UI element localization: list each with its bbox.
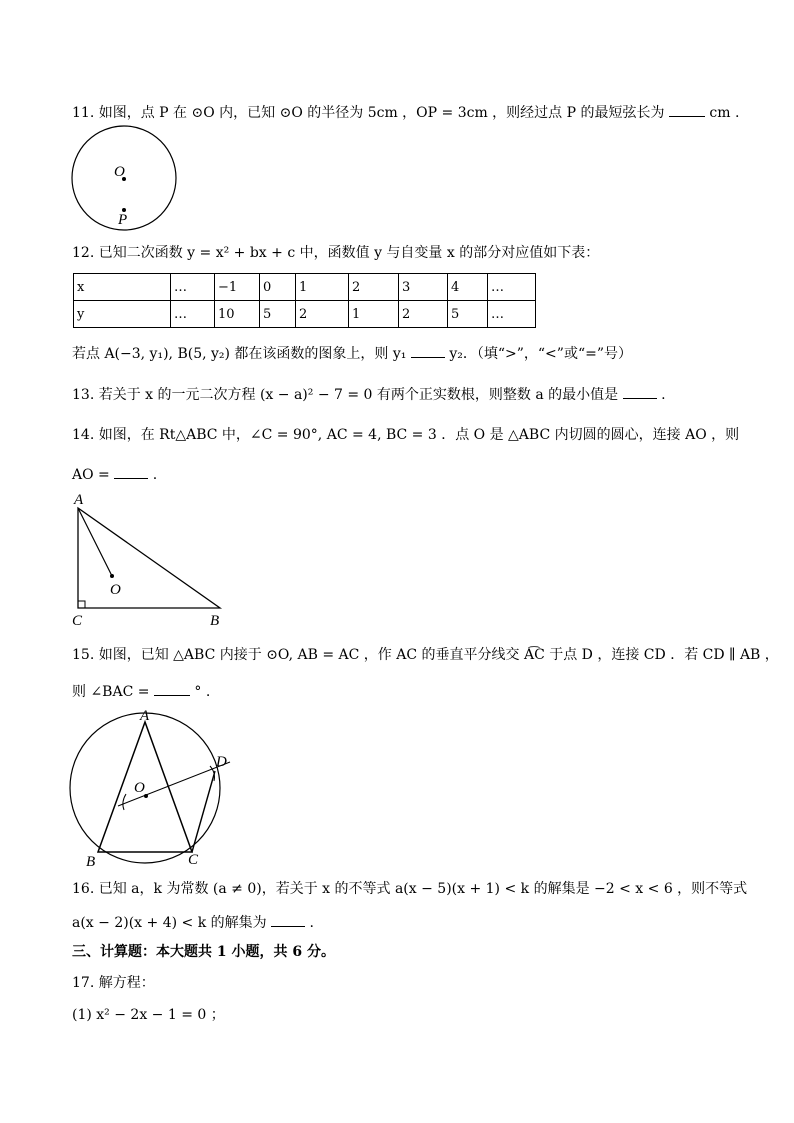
q15-label-a: A	[140, 708, 150, 724]
q16-answer-blank[interactable]	[271, 912, 305, 927]
q11-label-p: P	[118, 212, 128, 228]
table-cell: …	[171, 301, 215, 328]
q15-label-b: B	[86, 854, 96, 870]
q12-line	[72, 243, 599, 263]
q14-end: .	[152, 467, 158, 483]
q17-part1	[72, 1005, 225, 1025]
section3-title: 三、计算题：本大题共 1 小题，共 6 分。	[72, 944, 335, 960]
table-row	[74, 274, 536, 301]
q13-text: 13. 若关于 x 的一元二次方程 (x − a)² − 7 = 0 有两个正实数根，则整数 a 的最小值是	[72, 387, 619, 403]
q15-end: ° .	[194, 684, 211, 700]
q14-triangle-figure	[70, 490, 240, 630]
table-cell: y	[74, 301, 171, 328]
q12-line2	[72, 343, 632, 364]
q15-label-d: D	[216, 754, 227, 770]
q14-label-b: B	[210, 613, 220, 629]
q17-part1-text: (1) x² − 2x − 1 = 0 ；	[72, 1007, 225, 1023]
q12-value-table	[73, 273, 536, 328]
q15-circle-figure	[68, 706, 248, 870]
q15-triangle	[98, 722, 192, 852]
table-cell: 1	[296, 274, 349, 301]
table-cell: 1	[349, 301, 399, 328]
q14-line2-text: AO =	[72, 467, 110, 483]
q16-end: .	[309, 915, 314, 931]
table-cell: 2	[349, 274, 399, 301]
q13-answer-blank[interactable]	[623, 384, 657, 399]
q12-text: 12. 已知二次函数 y = x² + bx + c 中，函数值 y 与自变量 x 的部分对应值如下表：	[72, 245, 600, 261]
q14-triangle	[78, 508, 220, 608]
q13-end: .	[661, 387, 666, 403]
q14-line2	[72, 464, 157, 485]
q11-label-o: O	[114, 164, 125, 180]
q15-circle	[70, 713, 220, 863]
q16-line	[72, 879, 747, 899]
q13-line	[72, 384, 666, 405]
q16-line2-text: a(x − 2)(x + 4) < k 的解集为	[72, 915, 267, 931]
q12-line2-b: y₂．（填“>”，“<”或“=”号）	[449, 346, 632, 362]
q15-label-c: C	[188, 852, 199, 868]
q16-line2	[72, 912, 314, 933]
q15-answer-blank[interactable]	[154, 681, 190, 696]
q15-arc-mark-left	[123, 794, 126, 810]
q11-line	[72, 102, 739, 123]
q17-text: 17. 解方程：	[72, 975, 155, 991]
q14-text: 14. 如图，在 Rt△ABC 中，∠C = 90°, AC = 4, BC = 3 ．点 O 是 △ABC 内切圆的圆心，连接 AO ，则	[72, 427, 740, 443]
table-cell: …	[488, 274, 536, 301]
table-cell: …	[488, 301, 536, 328]
q11-end: .	[734, 105, 740, 121]
q14-label-o: O	[110, 582, 121, 598]
q12-line2-a: 若点 A(−3, y₁), B(5, y₂) 都在该函数的图象上，则 y₁	[72, 346, 407, 362]
q17-line	[72, 973, 155, 993]
q16-text: 16. 已知 a，k 为常数 (a ≠ 0)，若关于 x 的不等式 a(x − 5)(x + 1) < k 的解集是 −2 < x < 6 ，则不等式	[72, 881, 748, 897]
q15-label-o: O	[134, 780, 145, 796]
q14-answer-blank[interactable]	[114, 464, 148, 479]
q14-right-angle-mark	[78, 601, 85, 608]
table-cell: 3	[399, 274, 448, 301]
q14-label-c: C	[72, 613, 83, 629]
q14-label-a: A	[74, 492, 84, 508]
q15-line	[72, 645, 779, 665]
table-cell: x	[74, 274, 171, 301]
q11-text: 11. 如图，点 P 在 ⊙O 内，已知 ⊙O 的半径为 5cm ，OP = 3cm ，则经过点 P 的最短弦长为	[72, 105, 665, 121]
q15-line2-text: 则 ∠BAC =	[72, 684, 150, 700]
q15-text: 15. 如图，已知 △ABC 内接于 ⊙O, AB = AC ，作 AC 的垂直平分线交 A͡C 于点 D ，连接 CD ．若 CD ∥ AB ，	[72, 647, 779, 663]
table-cell: 0	[260, 274, 296, 301]
table-cell: 10	[215, 301, 260, 328]
q11-answer-blank[interactable]	[669, 102, 705, 117]
q15-segment-cd	[192, 771, 215, 852]
q14-point-o	[110, 574, 114, 578]
q11-unit: cm	[709, 105, 731, 121]
table-cell: 5	[260, 301, 296, 328]
table-cell: 2	[296, 301, 349, 328]
table-cell: 2	[399, 301, 448, 328]
table-cell: 4	[448, 274, 488, 301]
q14-segment-ao	[78, 508, 112, 576]
q11-circle-figure	[68, 124, 188, 234]
q14-line	[72, 425, 739, 445]
q12-answer-blank[interactable]	[411, 343, 445, 358]
table-cell: 5	[448, 301, 488, 328]
table-cell: −1	[215, 274, 260, 301]
table-row	[74, 301, 536, 328]
table-cell: …	[171, 274, 215, 301]
q15-line2	[72, 681, 210, 702]
